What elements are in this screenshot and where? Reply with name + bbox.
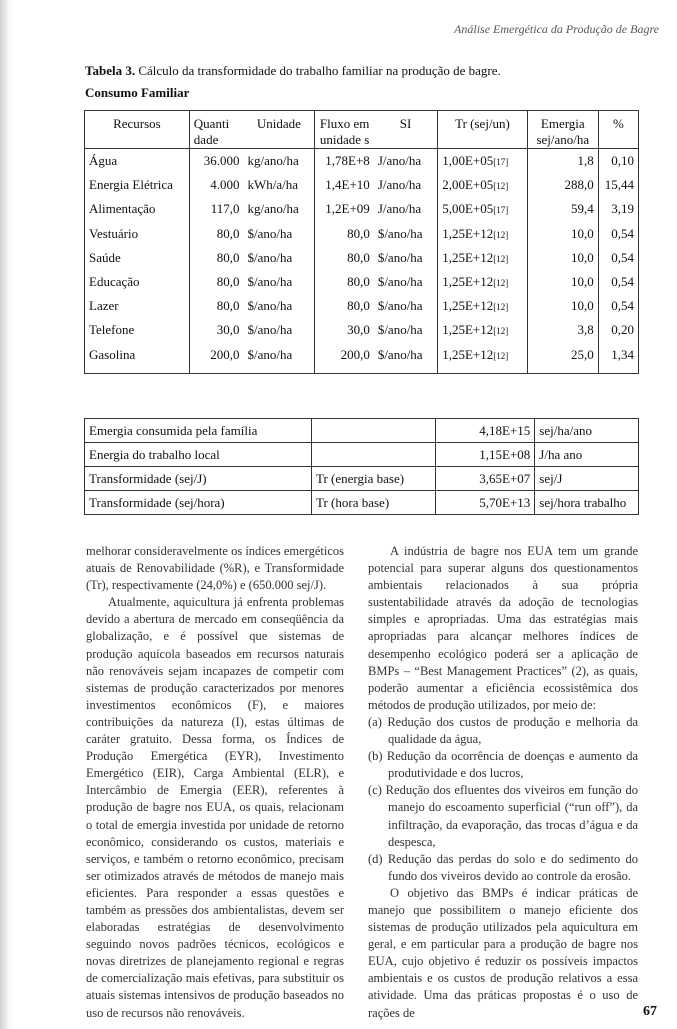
cell-tr-ref: [12] [493,253,509,264]
table-caption-label: Tabela 3. [85,63,136,78]
cell-quantidade: 4.000 [189,173,243,197]
cell-fluxo: 1,2E+09 [315,197,374,221]
cell-si: $/ano/ha [374,318,438,342]
cell-fluxo: 1,4E+10 [315,173,374,197]
cell-tr-ref: [12] [493,350,509,361]
cell-tr-ref: [17] [493,157,509,168]
cell-recurso: Vestuário [85,222,190,246]
cell-recurso: Alimentação [85,197,190,221]
table-row [85,343,639,374]
cell-tr-ref: [12] [493,302,509,313]
summary-table [84,418,639,515]
summary-label: Transformidade (sej/J) [85,467,312,491]
summary-label: Transformidade (sej/hora) [85,491,312,515]
summary-value: 5,70E+13 [435,491,534,515]
table-row [85,197,639,221]
cell-si: $/ano/ha [374,222,438,246]
table-row [85,246,639,270]
summary-note: Tr (hora base) [311,491,435,515]
summary-unit: sej/hora trabalho [535,491,639,515]
body-paragraph: Atualmente, aquicultura já enfrenta problemas devido a abertura de mercado em conseqüência da globalização, e é possível que sistemas de produção aquícola baseados em recursos naturais não renováveis sejam incapazes de competir com sistemas de produção caracterizados por menores investimentos econômicos (F), e maiores contribuições da natureza (I), estas últimas de caráter gratuito. Dessa forma, os Índices de Produção Emergética (EYR), Investimento Emergético (EIR), Carga Ambiental (ELR), e Intercâmbio de Emergia (EER), referentes à produção de bagre nos EUA, os quais, relacionam o total de emergia investida por unidade de retorno econômico, considerando os custos, materiais e serviços, e também o retorno econômico, precisam ser otimizados através de métodos de manejo mais eficientes. Para responder a essas questões e também as pressões dos ambientalistas, devem ser elaboradas estratégias de desenvolvimento seguindo novos padrões técnicos, ecológicos e novas diretrizes de planejamento regional e regras de comercialização mais efetivas, para substituir os atuais sistemas intensivos de produção baseados no uso de recursos não renováveis. [86,595,344,1020]
cell-tr-ref: [17] [493,205,509,216]
cell-percent: 15,44 [598,173,638,197]
cell-percent: 0,54 [598,294,638,318]
summary-unit: sej/J [535,467,639,491]
cell-tr [438,197,528,221]
list-item: (d) Redução das perdas do solo e do sedimento do fundo dos viveiros devido ao controle da erosão. [368,851,638,883]
cell-quantidade: 80,0 [189,294,243,318]
cell-unidade: kg/ano/ha [243,149,314,174]
header-emergia: Emergia sej/ano/ha [527,111,598,149]
header-recursos: Recursos [85,111,190,149]
cell-tr [438,294,528,318]
section-title: Consumo Familiar [85,85,190,100]
cell-emergia: 10,0 [527,270,598,294]
table-row [85,270,639,294]
cell-emergia: 3,8 [527,318,598,342]
cell-emergia: 1,8 [527,149,598,174]
summary-row [85,443,639,467]
summary-value: 3,65E+07 [435,467,534,491]
cell-emergia: 59,4 [527,197,598,221]
cell-tr-value: 2,00E+05 [442,177,494,193]
cell-tr-ref: [12] [493,326,509,337]
cell-emergia: 10,0 [527,222,598,246]
page-number: 67 [643,1004,657,1019]
cell-percent: 0,10 [598,149,638,174]
cell-recurso: Saúde [85,246,190,270]
cell-emergia: 288,0 [527,173,598,197]
cell-tr [438,222,528,246]
list-item: (c) Redução dos efluentes dos viveiros em função do manejo do escoamento superficial (“run off”), da infiltração, da evaporação, das trocas d’água e da despesca, [368,783,638,849]
body-paragraph: melhorar consideravelmente os índices emergéticos atuais de Renovabilidade (%R), e Transformidade (Tr), respectivamente (24,0%) e (650.000 sej/J). [86,544,345,593]
body-paragraph: A indústria de bagre nos EUA tem um grande potencial para superar alguns dos questionamentos ambientais relacionados à sua própria sustentabilidade através da adoção de tecnologias simples e apropriadas. Uma das estratégias mais apropriadas para alcançar melhores índices de desempenho ecológico poderá ser a aplicação de BMPs – “Best Management Practices” (2), as quais, poderão aumentar a eficiência ecossistêmica dos métodos de produção utilizados, por meio de: [368,544,638,712]
cell-percent: 0,20 [598,318,638,342]
cell-tr-value: 1,25E+12 [442,322,494,338]
cell-fluxo: 200,0 [315,343,374,374]
table-row [85,318,639,342]
cell-si: $/ano/ha [374,294,438,318]
cell-fluxo: 30,0 [315,318,374,342]
cell-fluxo: 80,0 [315,294,374,318]
table-row [85,294,639,318]
table-row [85,222,639,246]
cell-quantidade: 80,0 [189,270,243,294]
cell-unidade: $/ano/ha [243,318,314,342]
cell-tr [438,270,528,294]
cell-si: $/ano/ha [374,246,438,270]
summary-value: 1,15E+08 [435,443,534,467]
header-si: SI [374,111,438,149]
left-column [86,543,344,1022]
cell-tr [438,173,528,197]
running-header: Análise Emergética da Produção de Bagre [454,22,659,36]
header-fluxo: Fluxo em unidade s [315,111,374,149]
cell-tr-ref: [12] [493,278,509,289]
summary-row [85,467,639,491]
table-caption-text: Cálculo da transformidade do trabalho familiar na produção de bagre. [135,63,501,78]
cell-percent: 0,54 [598,270,638,294]
header-tr: Tr (sej/un) [438,111,528,149]
summary-row [85,491,639,515]
cell-recurso: Telefone [85,318,190,342]
cell-unidade: $/ano/ha [243,270,314,294]
cell-unidade: $/ano/ha [243,222,314,246]
cell-tr [438,246,528,270]
cell-tr-value: 1,25E+12 [442,298,494,314]
cell-emergia: 10,0 [527,294,598,318]
summary-unit: sej/ha/ano [535,419,639,443]
cell-recurso: Água [85,149,190,174]
summary-note [311,419,435,443]
cell-tr-value: 1,00E+05 [442,153,494,169]
cell-si: $/ano/ha [374,270,438,294]
cell-tr-value: 1,25E+12 [442,274,494,290]
cell-quantidade: 200,0 [189,343,243,374]
summary-label: Emergia consumida pela família [85,419,312,443]
summary-value: 4,18E+15 [435,419,534,443]
table-row [85,149,639,174]
cell-recurso: Energia Elétrica [85,173,190,197]
cell-percent: 0,54 [598,246,638,270]
cell-tr [438,149,528,174]
cell-percent: 3,19 [598,197,638,221]
cell-emergia: 10,0 [527,246,598,270]
cell-unidade: $/ano/ha [243,294,314,318]
cell-si: J/ano/ha [374,173,438,197]
cell-recurso: Gasolina [85,343,190,374]
list-item: (a) Redução dos custos de produção e melhoria da qualidade da água, [368,714,638,747]
cell-quantidade: 30,0 [189,318,243,342]
cell-quantidade: 80,0 [189,246,243,270]
cell-unidade: $/ano/ha [243,246,314,270]
cell-recurso: Educação [85,270,190,294]
cell-fluxo: 80,0 [315,222,374,246]
cell-percent: 0,54 [598,222,638,246]
summary-row [85,419,639,443]
cell-tr-value: 1,25E+12 [442,346,494,362]
cell-quantidade: 117,0 [189,197,243,221]
table-caption [85,63,501,79]
summary-note [311,443,435,467]
cell-si: J/ano/ha [374,149,438,174]
cell-tr-value: 5,00E+05 [442,201,494,217]
header-quantidade: Quanti dade [189,111,243,149]
cell-tr-value: 1,25E+12 [442,249,494,265]
cell-unidade: kg/ano/ha [243,197,314,221]
cell-tr-ref: [12] [493,181,509,192]
cell-quantidade: 80,0 [189,222,243,246]
list-item: (b) Redução da ocorrência de doenças e aumento da produtividade e dos lucros, [368,749,638,781]
cell-recurso: Lazer [85,294,190,318]
summary-label: Energia do trabalho local [85,443,312,467]
right-column [368,543,638,1022]
cell-tr [438,343,528,374]
cell-unidade: kWh/a/ha [243,173,314,197]
cell-fluxo: 1,78E+8 [315,149,374,174]
summary-note: Tr (energia base) [311,467,435,491]
page-edge-shadow [0,0,14,1029]
cell-tr [438,318,528,342]
cell-emergia: 25,0 [527,343,598,374]
cell-fluxo: 80,0 [315,246,374,270]
cell-quantidade: 36.000 [189,149,243,174]
header-percent: % [598,111,638,149]
cell-tr-value: 1,25E+12 [442,225,494,241]
consumption-table [84,110,639,374]
cell-fluxo: 80,0 [315,270,374,294]
table-header-row [85,111,639,149]
summary-unit: J/ha ano [535,443,639,467]
cell-unidade: $/ano/ha [243,343,314,374]
body-paragraph: O objetivo das BMPs é indicar práticas de manejo que possibilitem o manejo eficiente dos sistemas de produção utilizados pela aquicultura em geral, e em particular para a produção de bagre nos EUA, cujo objetivo é reduzir os possíveis impactos ambientais e os custos de produção relativos a essa atividade. Uma das práticas propostas é o uso de rações de [368,885,638,1020]
cell-si: $/ano/ha [374,343,438,374]
cell-si: J/ano/ha [374,197,438,221]
header-unidade: Unidade [243,111,314,149]
cell-percent: 1,34 [598,343,638,374]
table-row [85,173,639,197]
cell-tr-ref: [12] [493,229,509,240]
